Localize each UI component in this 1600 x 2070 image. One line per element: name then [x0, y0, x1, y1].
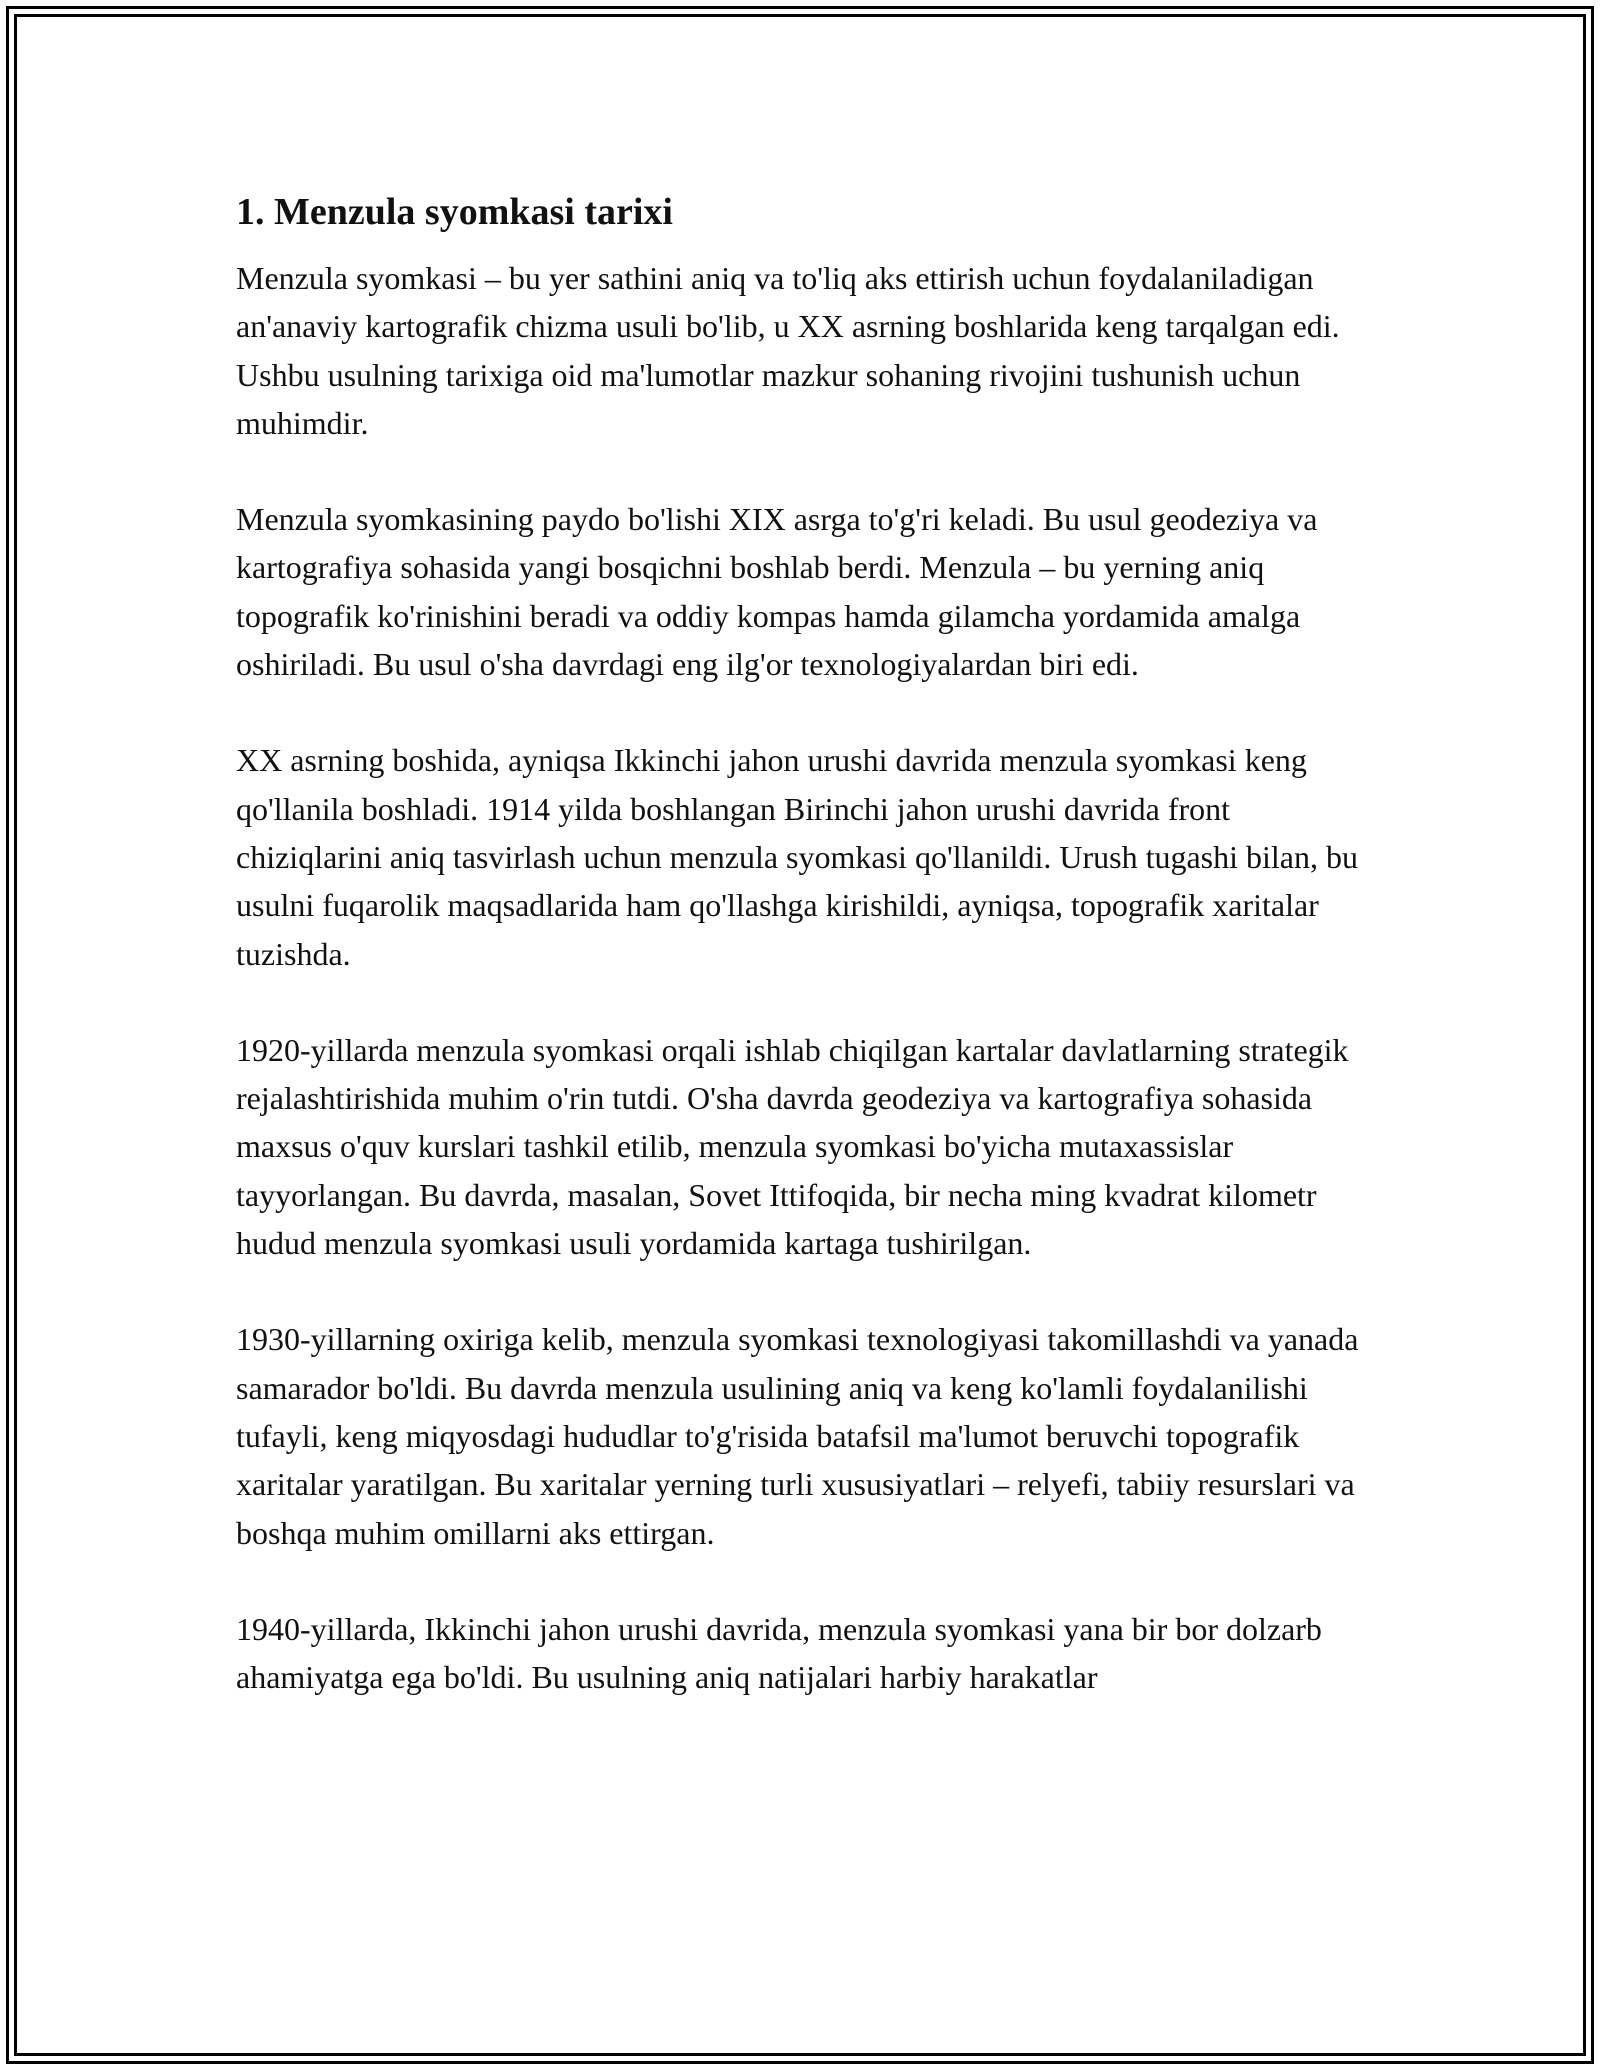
paragraph-4: 1920-yillarda menzula syomkasi orqali ishlab chiqilgan kartalar davlatlarning strategik rejalashtirishida muhim o'rin tutdi. O'sha davrda geodeziya va kartografiya sohasida maxsus o'quv kurslari tashkil etilib, menzula syomkasi bo'yicha mutaxassislar tayyorlangan. Bu davrda, masalan, Sovet Ittifoqida, bir necha ming kvadrat kilometr hudud menzula syomkasi usuli yordamida kartaga tushirilgan. — [236, 1031, 1349, 1262]
paragraph-6: 1940-yillarda, Ikkinchi jahon urushi davrida, menzula syomkasi yana bir bor dolzarb ahamiyatga ega bo'ldi. Bu usulning aniq natijalari harbiy harakatlar — [236, 1610, 1322, 1696]
paragraph-3: XX asrning boshida, ayniqsa Ikkinchi jahon urushi davrida menzula syomkasi keng qo'llanila boshladi. 1914 yilda boshlangan Birinchi jahon urushi davrida front chiziqlarini aniq tasvirlash uchun menzula syomkasi qo'llanildi. Urush tugashi bilan, bu usulni fuqarolik maqsadlarida ham qo'llashga kirishildi, ayniqsa, topografik xaritalar tuzishda. — [236, 742, 1358, 972]
paragraph-2: Menzula syomkasining paydo bo'lishi XIX asrga to'g'ri keladi. Bu usul geodeziya va kartografiya sohasida yangi bosqichni boshlab berdi. Menzula – bu yerning aniq topografik ko'rinishini beradi va oddiy kompas hamda gilamcha yordamida amalga oshiriladi. Bu usul o'sha davrdagi eng ilg'or texnologiyalardan biri edi. — [236, 501, 1318, 683]
document-body — [236, 188, 1376, 1701]
paragraph-1: Menzula syomkasi – bu yer sathini aniq va to'liq aks ettirish uchun foydalaniladigan an'anaviy kartografik chizma usuli bo'lib, u XX asrning boshlarida keng tarqalgan edi. Ushbu usulning tarixiga oid ma'lumotlar mazkur sohaning rivojini tushunish uchun muhimdir. — [236, 260, 1340, 441]
section-heading: 1. Menzula syomkasi tarixi — [236, 191, 673, 233]
paragraph-5: 1930-yillarning oxiriga kelib, menzula syomkasi texnologiyasi takomillashdi va yanada samarador bo'ldi. Bu davrda menzula usulining aniq va keng ko'lamli foydalanilishi tufayli, keng miqyosdagi hududlar to'g'risida batafsil ma'lumot beruvchi topografik xaritalar yaratilgan. Bu xaritalar yerning turli xususiyatlari – relyefi, tabiiy resurslari va boshqa muhim omillarni aks ettirgan. — [236, 1321, 1359, 1551]
